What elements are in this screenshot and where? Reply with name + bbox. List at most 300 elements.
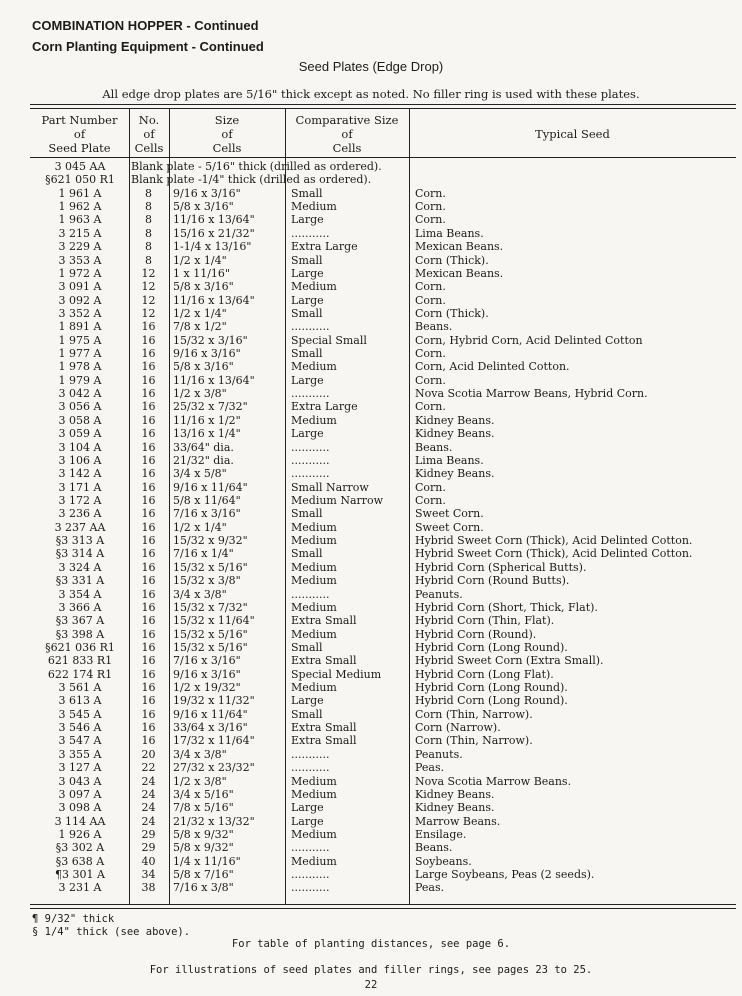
cell-size: 13/16 x 1/4"	[173, 427, 241, 441]
table-row	[30, 454, 736, 467]
typical-seed: Hybrid Corn (Long Round).	[415, 694, 568, 708]
table-row	[30, 694, 736, 707]
cell-count: 8	[145, 240, 152, 254]
typical-seed: Corn.	[415, 186, 446, 200]
cell-size: 7/8 x 1/2"	[173, 320, 227, 334]
section-heading: COMBINATION HOPPER - Continued	[32, 18, 259, 33]
cell-count: 16	[141, 654, 156, 668]
cell-size: 25/32 x 7/32"	[173, 400, 248, 414]
comparative-size: Large	[291, 373, 324, 387]
table-row	[30, 734, 736, 747]
cell-count: 16	[141, 333, 156, 347]
cell-size: 33/64" dia.	[173, 440, 234, 454]
part-number: 3 058 A	[58, 413, 102, 427]
part-number: 3 352 A	[58, 306, 102, 320]
part-number: 3 353 A	[58, 253, 102, 267]
part-number: 3 229 A	[58, 240, 102, 254]
comparative-size: Special Medium	[291, 667, 382, 681]
table-row	[30, 708, 736, 721]
typical-seed: Hybrid Corn (Spherical Butts).	[415, 560, 587, 574]
cell-count: 24	[141, 774, 156, 788]
table-row	[30, 588, 736, 601]
comparative-size: Medium	[291, 560, 337, 574]
typical-seed: Corn.	[415, 373, 446, 387]
footnote-1-4: § 1/4" thick (see above).	[32, 926, 191, 938]
comparative-size: Medium	[291, 774, 337, 788]
part-number: 1 926 A	[58, 827, 102, 841]
cell-size: 15/32 x 9/32"	[173, 534, 248, 548]
table-row	[30, 481, 736, 494]
cell-size: 1/2 x 1/4"	[173, 306, 227, 320]
seed-plate-table	[30, 160, 736, 895]
part-number: 3 098 A	[58, 801, 102, 815]
part-number: §3 313 A	[55, 534, 105, 548]
cell-size: 1/4 x 11/16"	[173, 854, 241, 868]
table-row	[30, 801, 736, 814]
part-number: 3 366 A	[58, 600, 102, 614]
header-size-of-cells: Size of Cells	[212, 113, 242, 155]
cell-count: 16	[141, 547, 156, 561]
cell-count: 16	[141, 320, 156, 334]
table-row	[30, 841, 736, 854]
comparative-size: Medium	[291, 627, 337, 641]
cell-count: 12	[141, 306, 156, 320]
comparative-size: ...........	[291, 467, 330, 481]
typical-seed: Corn.	[415, 293, 446, 307]
table-row	[30, 294, 736, 307]
cell-size: 7/8 x 5/16"	[173, 801, 234, 815]
part-number: §3 314 A	[55, 547, 105, 561]
table-row	[30, 494, 736, 507]
comparative-size: Medium	[291, 827, 337, 841]
typical-seed: Kidney Beans.	[415, 787, 495, 801]
table-top-rule	[30, 104, 736, 105]
typical-seed: Kidney Beans.	[415, 801, 495, 815]
part-number: §3 398 A	[55, 627, 105, 641]
part-number: §3 302 A	[55, 841, 105, 855]
comparative-size: Large	[291, 814, 324, 828]
part-number: 3 215 A	[58, 226, 102, 240]
comparative-size: Small	[291, 253, 323, 267]
table-top-rule-inner	[30, 108, 736, 109]
cell-count: 34	[141, 868, 156, 882]
table-row	[30, 400, 736, 413]
typical-seed: Corn.	[415, 400, 446, 414]
typical-seed: Hybrid Corn (Round).	[415, 627, 537, 641]
cell-size: 5/8 x 3/16"	[173, 200, 234, 214]
table-row	[30, 387, 736, 400]
part-number: §621 050 R1	[45, 173, 115, 187]
cell-size: 3/4 x 3/8"	[173, 587, 227, 601]
table-row	[30, 561, 736, 574]
part-number: 3 092 A	[58, 293, 102, 307]
part-number: 3 355 A	[58, 747, 102, 761]
typical-seed: Kidney Beans.	[415, 413, 495, 427]
comparative-size: Extra Small	[291, 721, 357, 735]
typical-seed: Peas.	[415, 881, 445, 895]
typical-seed: Corn (Thin, Narrow).	[415, 734, 533, 748]
typical-seed: Lima Beans.	[415, 226, 484, 240]
cell-count: 16	[141, 440, 156, 454]
part-number: 3 056 A	[58, 400, 102, 414]
table-row	[30, 601, 736, 614]
comparative-size: Medium	[291, 280, 337, 294]
cell-size: 3/4 x 5/8"	[173, 467, 227, 481]
typical-seed: Beans.	[415, 320, 453, 334]
cell-size: 5/8 x 11/64"	[173, 493, 241, 507]
page-title: Seed Plates (Edge Drop)	[298, 59, 444, 74]
cell-count: 16	[141, 587, 156, 601]
part-number: §3 331 A	[55, 574, 105, 588]
table-row	[30, 347, 736, 360]
typical-seed: Corn.	[415, 480, 446, 494]
typical-seed: Nova Scotia Marrow Beans, Hybrid Corn.	[415, 387, 648, 401]
cell-count: 16	[141, 614, 156, 628]
planting-distance-reference: For table of planting distances, see page 6.	[231, 938, 511, 950]
part-number: 1 961 A	[58, 186, 102, 200]
cell-count: 16	[141, 373, 156, 387]
table-row	[30, 547, 736, 560]
typical-seed: Kidney Beans.	[415, 427, 495, 441]
comparative-size: Medium	[291, 574, 337, 588]
footnote-9-32: ¶ 9/32" thick	[32, 913, 115, 925]
part-number: 1 962 A	[58, 200, 102, 214]
cell-size: 15/32 x 5/16"	[173, 560, 248, 574]
comparative-size: ...........	[291, 320, 330, 334]
comparative-size: ...........	[291, 387, 330, 401]
part-number: 3 236 A	[58, 507, 102, 521]
typical-seed: Hybrid Corn (Short, Thick, Flat).	[415, 600, 598, 614]
part-number: 3 354 A	[58, 587, 102, 601]
typical-seed: Corn.	[415, 280, 446, 294]
cell-size: 5/8 x 3/16"	[173, 280, 234, 294]
comparative-size: Medium	[291, 534, 337, 548]
cell-count: 16	[141, 734, 156, 748]
cell-count: 16	[141, 507, 156, 521]
cell-count: 8	[145, 253, 152, 267]
cell-count: 16	[141, 493, 156, 507]
part-number: §3 638 A	[55, 854, 105, 868]
cell-count: 8	[145, 186, 152, 200]
part-number: 3 142 A	[58, 467, 102, 481]
typical-seed: Lima Beans.	[415, 453, 484, 467]
typical-seed: Hybrid Corn (Round Butts).	[415, 574, 570, 588]
comparative-size: ...........	[291, 453, 330, 467]
table-row	[30, 227, 736, 240]
table-row	[30, 280, 736, 293]
cell-size: 3/4 x 3/8"	[173, 747, 227, 761]
cell-count: 16	[141, 534, 156, 548]
comparative-size: Large	[291, 801, 324, 815]
comparative-size: Small	[291, 306, 323, 320]
cell-size: 11/16 x 13/64"	[173, 293, 255, 307]
cell-size: 15/32 x 7/32"	[173, 600, 248, 614]
part-number: 3 045 AA	[54, 160, 106, 173]
typical-seed: Mexican Beans.	[415, 266, 504, 280]
cell-count: 16	[141, 600, 156, 614]
part-number: 1 979 A	[58, 373, 102, 387]
table-row	[30, 534, 736, 547]
comparative-size: Small	[291, 547, 323, 561]
table-row	[30, 200, 736, 213]
part-number: 1 977 A	[58, 347, 102, 361]
cell-size: 1/2 x 3/8"	[173, 387, 227, 401]
table-row	[30, 788, 736, 801]
typical-seed: Beans.	[415, 841, 453, 855]
table-row	[30, 173, 736, 186]
cell-count: 16	[141, 387, 156, 401]
comparative-size: Large	[291, 427, 324, 441]
typical-seed: Corn (Thick).	[415, 253, 489, 267]
table-row	[30, 307, 736, 320]
typical-seed: Corn, Hybrid Corn, Acid Delinted Cotton	[415, 333, 643, 347]
cell-size: 15/32 x 3/8"	[173, 574, 241, 588]
cell-size: 5/8 x 9/32"	[173, 827, 234, 841]
cell-count: 22	[141, 761, 156, 775]
comparative-size: Extra Large	[291, 400, 358, 414]
part-number: 3 114 AA	[54, 814, 106, 828]
cell-count: 29	[141, 841, 156, 855]
table-row	[30, 828, 736, 841]
cell-count: 8	[145, 213, 152, 227]
cell-count: 12	[141, 280, 156, 294]
cell-count: 16	[141, 520, 156, 534]
comparative-size: ...........	[291, 881, 330, 895]
table-row	[30, 467, 736, 480]
comparative-size: Small	[291, 640, 323, 654]
comparative-size: Medium	[291, 360, 337, 374]
part-number: 3 091 A	[58, 280, 102, 294]
comparative-size: Small	[291, 707, 323, 721]
table-row	[30, 881, 736, 894]
table-row	[30, 254, 736, 267]
part-number: 3 043 A	[58, 774, 102, 788]
cell-count: 16	[141, 681, 156, 695]
cell-size: 27/32 x 23/32"	[173, 761, 255, 775]
table-row	[30, 654, 736, 667]
comparative-size: Medium	[291, 200, 337, 214]
header-part-number: Part Number of Seed Plate	[41, 113, 118, 155]
typical-seed: Sweet Corn.	[415, 507, 484, 521]
cell-size: 1 x 11/16"	[173, 266, 230, 280]
intro-note: All edge drop plates are 5/16" thick except as noted. No filler ring is used with these plates.	[102, 87, 640, 101]
header-comparative-size: Comparative Size of Cells	[295, 113, 399, 155]
part-number: 3 104 A	[58, 440, 102, 454]
cell-count: 16	[141, 667, 156, 681]
comparative-size: Medium	[291, 520, 337, 534]
table-row	[30, 574, 736, 587]
typical-seed: Hybrid Corn (Thin, Flat).	[415, 614, 555, 628]
part-number: 3 231 A	[58, 881, 102, 895]
comparative-size: ...........	[291, 841, 330, 855]
table-row	[30, 815, 736, 828]
cell-count: 20	[141, 747, 156, 761]
cell-count: 16	[141, 453, 156, 467]
part-number: §3 367 A	[55, 614, 105, 628]
cell-count: 40	[141, 854, 156, 868]
cell-count: 8	[145, 200, 152, 214]
cell-count: 16	[141, 360, 156, 374]
cell-size: 9/16 x 3/16"	[173, 186, 241, 200]
cell-count: 16	[141, 560, 156, 574]
cell-size: 7/16 x 3/8"	[173, 881, 234, 895]
cell-size: 15/16 x 21/32"	[173, 226, 255, 240]
part-number: 1 978 A	[58, 360, 102, 374]
cell-count: 29	[141, 827, 156, 841]
blank-plate-note: Blank plate -1/4" thick (drilled as ordered).	[131, 173, 372, 187]
part-number: 3 545 A	[58, 707, 102, 721]
typical-seed: Large Soybeans, Peas (2 seeds).	[415, 868, 595, 882]
comparative-size: Extra Small	[291, 614, 357, 628]
cell-size: 1/2 x 1/4"	[173, 520, 227, 534]
typical-seed: Marrow Beans.	[415, 814, 501, 828]
cell-size: 1/2 x 1/4"	[173, 253, 227, 267]
cell-size: 17/32 x 11/64"	[173, 734, 255, 748]
part-number: 3 042 A	[58, 387, 102, 401]
table-row	[30, 668, 736, 681]
table-row	[30, 320, 736, 333]
cell-size: 7/16 x 1/4"	[173, 547, 234, 561]
cell-size: 21/32 x 13/32"	[173, 814, 255, 828]
comparative-size: Small	[291, 347, 323, 361]
table-row	[30, 628, 736, 641]
typical-seed: Corn, Acid Delinted Cotton.	[415, 360, 570, 374]
typical-seed: Corn (Thick).	[415, 306, 489, 320]
table-row	[30, 761, 736, 774]
cell-count: 12	[141, 266, 156, 280]
typical-seed: Hybrid Corn (Long Round).	[415, 681, 568, 695]
comparative-size: Extra Small	[291, 734, 357, 748]
typical-seed: Mexican Beans.	[415, 240, 504, 254]
typical-seed: Soybeans.	[415, 854, 472, 868]
table-row	[30, 855, 736, 868]
part-number: 1 975 A	[58, 333, 102, 347]
typical-seed: Hybrid Sweet Corn (Thick), Acid Delinted Cotton.	[415, 534, 693, 548]
blank-plate-note: Blank plate - 5/16" thick (drilled as ordered).	[131, 160, 382, 173]
comparative-size: Extra Small	[291, 654, 357, 668]
cell-count: 24	[141, 787, 156, 801]
typical-seed: Corn.	[415, 347, 446, 361]
part-number: 1 963 A	[58, 213, 102, 227]
table-row	[30, 427, 736, 440]
cell-size: 1-1/4 x 13/16"	[173, 240, 252, 254]
table-row	[30, 160, 736, 173]
cell-count: 16	[141, 721, 156, 735]
part-number: 3 561 A	[58, 681, 102, 695]
table-row	[30, 187, 736, 200]
cell-size: 1/2 x 19/32"	[173, 681, 241, 695]
table-row	[30, 521, 736, 534]
cell-size: 3/4 x 5/16"	[173, 787, 234, 801]
typical-seed: Hybrid Sweet Corn (Extra Small).	[415, 654, 604, 668]
cell-size: 7/16 x 3/16"	[173, 654, 241, 668]
cell-size: 11/16 x 1/2"	[173, 413, 241, 427]
cell-count: 16	[141, 574, 156, 588]
table-row	[30, 213, 736, 226]
cell-count: 16	[141, 400, 156, 414]
cell-count: 16	[141, 480, 156, 494]
comparative-size: Large	[291, 694, 324, 708]
typical-seed: Nova Scotia Marrow Beans.	[415, 774, 572, 788]
typical-seed: Corn.	[415, 200, 446, 214]
table-row	[30, 868, 736, 881]
typical-seed: Peanuts.	[415, 587, 463, 601]
typical-seed: Hybrid Corn (Long Flat).	[415, 667, 554, 681]
part-number: 3 106 A	[58, 453, 102, 467]
comparative-size: Extra Large	[291, 240, 358, 254]
typical-seed: Corn.	[415, 213, 446, 227]
cell-size: 15/32 x 5/16"	[173, 627, 248, 641]
typical-seed: Sweet Corn.	[415, 520, 484, 534]
typical-seed: Corn (Thin, Narrow).	[415, 707, 533, 721]
part-number: §621 036 R1	[45, 640, 115, 654]
illustration-reference: For illustrations of seed plates and filler rings, see pages 23 to 25.	[149, 964, 593, 976]
typical-seed: Hybrid Sweet Corn (Thick), Acid Delinted Cotton.	[415, 547, 693, 561]
typical-seed: Corn (Narrow).	[415, 721, 501, 735]
header-no-of-cells: No. of Cells	[134, 113, 164, 155]
part-number: 3 127 A	[58, 761, 102, 775]
subsection-heading: Corn Planting Equipment - Continued	[32, 39, 264, 54]
part-number: 3 059 A	[58, 427, 102, 441]
table-bottom-rule	[30, 904, 736, 905]
comparative-size: Medium	[291, 600, 337, 614]
table-row	[30, 721, 736, 734]
table-row	[30, 641, 736, 654]
part-number: 622 174 R1	[47, 667, 113, 681]
part-number: 3 237 AA	[54, 520, 106, 534]
comparative-size: ...........	[291, 226, 330, 240]
table-row	[30, 414, 736, 427]
table-row	[30, 240, 736, 253]
cell-size: 11/16 x 13/64"	[173, 213, 255, 227]
typical-seed: Ensilage.	[415, 827, 467, 841]
table-row	[30, 507, 736, 520]
cell-count: 12	[141, 293, 156, 307]
cell-count: 16	[141, 347, 156, 361]
cell-size: 1/2 x 3/8"	[173, 774, 227, 788]
comparative-size: Small Narrow	[291, 480, 369, 494]
comparative-size: Special Small	[291, 333, 367, 347]
comparative-size: Large	[291, 293, 324, 307]
typical-seed: Kidney Beans.	[415, 467, 495, 481]
comparative-size: Medium	[291, 787, 337, 801]
cell-count: 16	[141, 627, 156, 641]
table-row	[30, 775, 736, 788]
table-bottom-rule-inner	[30, 908, 736, 909]
cell-size: 19/32 x 11/32"	[173, 694, 255, 708]
cell-count: 38	[141, 881, 156, 895]
table-row	[30, 267, 736, 280]
comparative-size: Large	[291, 266, 324, 280]
cell-count: 24	[141, 801, 156, 815]
cell-size: 7/16 x 3/16"	[173, 507, 241, 521]
cell-size: 5/8 x 7/16"	[173, 868, 234, 882]
typical-seed: Beans.	[415, 440, 453, 454]
cell-size: 5/8 x 9/32"	[173, 841, 234, 855]
comparative-size: ...........	[291, 868, 330, 882]
comparative-size: Medium	[291, 413, 337, 427]
comparative-size: Small	[291, 507, 323, 521]
comparative-size: Medium Narrow	[291, 493, 384, 507]
comparative-size: Large	[291, 213, 324, 227]
comparative-size: ...........	[291, 747, 330, 761]
part-number: 3 324 A	[58, 560, 102, 574]
cell-size: 11/16 x 13/64"	[173, 373, 255, 387]
comparative-size: Medium	[291, 854, 337, 868]
part-number: 621 833 R1	[47, 654, 113, 668]
comparative-size: ...........	[291, 440, 330, 454]
table-row	[30, 360, 736, 373]
